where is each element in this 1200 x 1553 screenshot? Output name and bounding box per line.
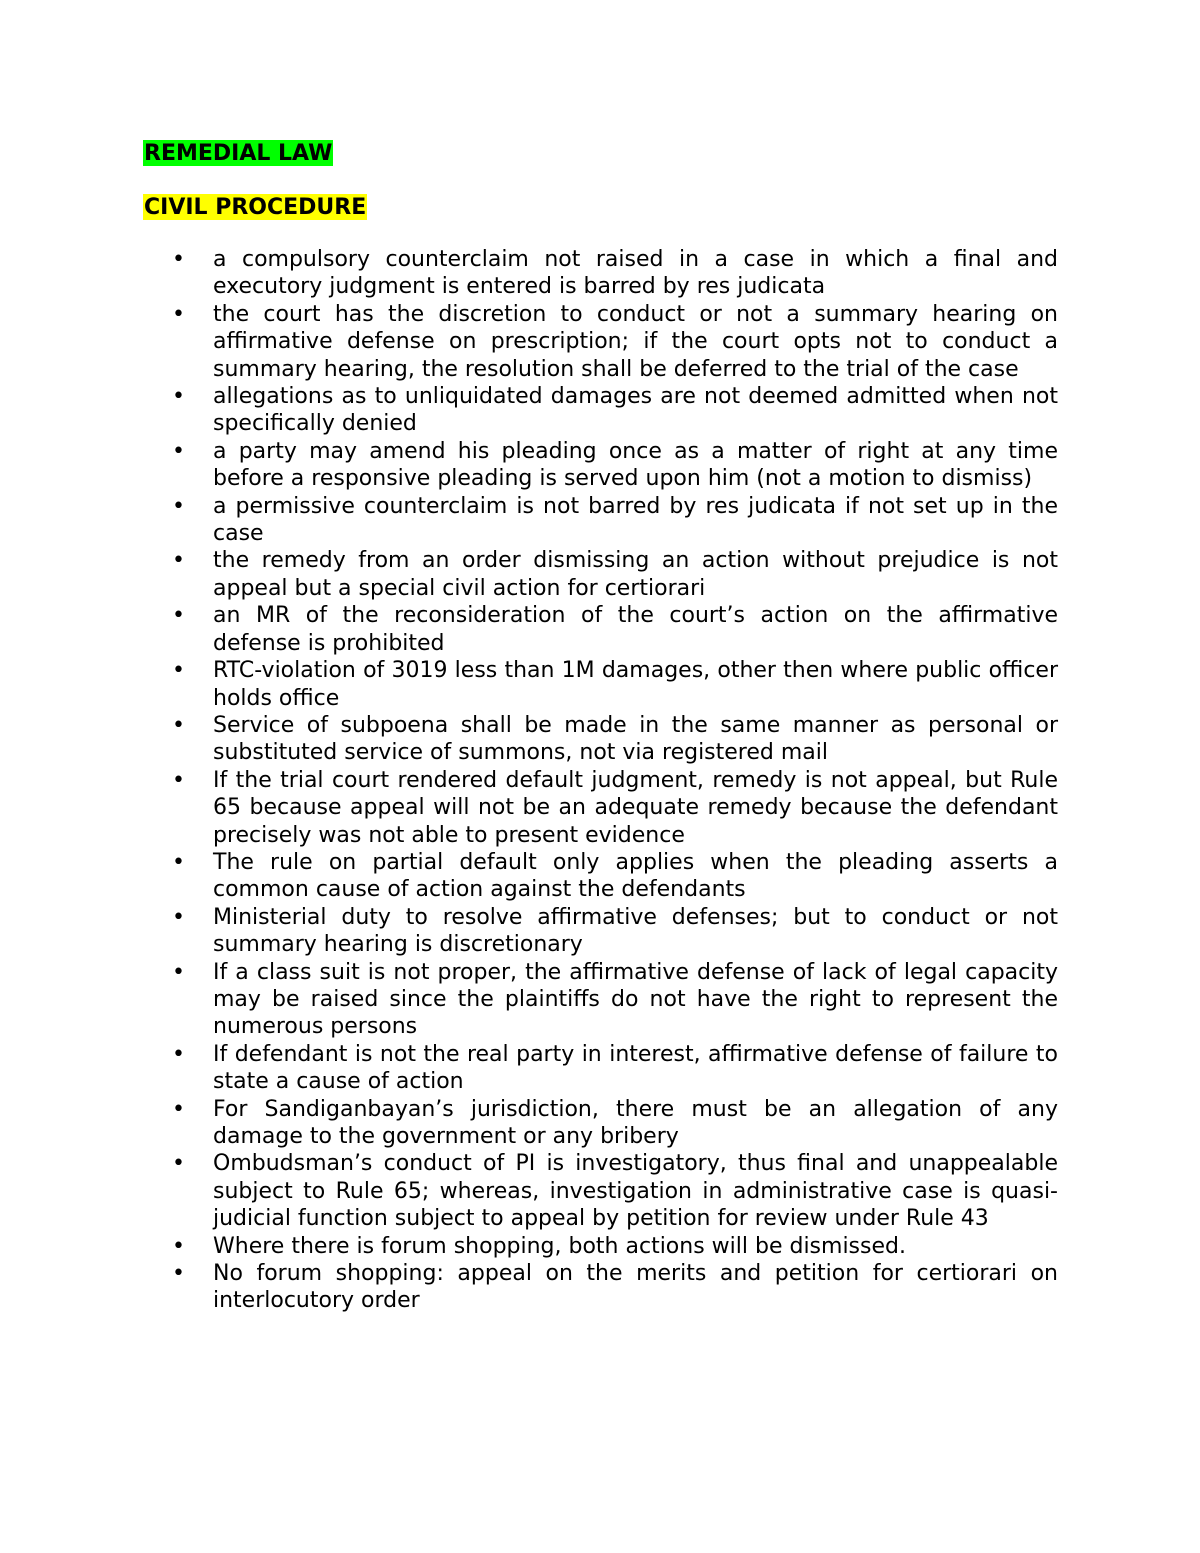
list-item xyxy=(143,383,1058,438)
list-item-text: a party may amend his pleading once as a matter of right at any time before a responsive pleading is served upon him (not a motion to dismiss) xyxy=(213,438,1058,492)
list-item-text: a permissive counterclaim is not barred by res judicata if not set up in the case xyxy=(213,493,1058,547)
section-heading-text: CIVIL PROCEDURE xyxy=(144,195,367,220)
list-item-text: If defendant is not the real party in interest, affirmative defense of failure to state a cause of action xyxy=(213,1041,1058,1095)
list-item-text: an MR of the reconsideration of the court’s action on the affirmative defense is prohibited xyxy=(213,603,1058,656)
list-item-text: No forum shopping: appeal on the merits and petition for certiorari on interlocutory order xyxy=(213,1261,1058,1314)
list-item-text: If the trial court rendered default judgment, remedy is not appeal, but Rule 65 because appeal will not be an adequate remedy because the defendant precisely was not able to present evidence xyxy=(213,767,1058,848)
list-item-text: The rule on partial default only applies when the pleading asserts a common cause of action against the defendants xyxy=(213,849,1058,903)
list-item xyxy=(143,246,1058,301)
list-item xyxy=(143,849,1058,904)
bullet-icon: • xyxy=(172,658,185,684)
bullet-icon: • xyxy=(172,1096,185,1122)
bullet-icon: • xyxy=(172,301,185,327)
list-item-text: Ministerial duty to resolve affirmative defenses; but to conduct or not summary hearing is discretionary xyxy=(213,904,1058,958)
document-title-text: REMEDIAL LAW xyxy=(144,141,333,166)
list-item-text: Ombudsman’s conduct of PI is investigatory, thus final and unappealable subject to Rule 65; whereas, investigation in administrative case is quasi-judicial function subject to appeal by petition for review under Rule 43 xyxy=(213,1151,1058,1232)
bullet-icon: • xyxy=(172,1151,185,1177)
list-item xyxy=(143,493,1058,548)
bullet-icon: • xyxy=(172,712,185,738)
bullet-list xyxy=(143,246,1058,1315)
list-item xyxy=(143,1260,1058,1315)
bullet-icon: • xyxy=(172,1233,185,1259)
list-item-text: a compulsory counterclaim not raised in a case in which a final and executory judgment is entered is barred by res judicata xyxy=(213,247,1058,300)
list-item xyxy=(143,547,1058,602)
bullet-icon: • xyxy=(172,493,185,519)
list-item-text: the remedy from an order dismissing an action without prejudice is not appeal but a special civil action for certiorari xyxy=(213,548,1058,601)
list-item xyxy=(143,712,1058,767)
bullet-icon: • xyxy=(172,438,185,464)
bullet-icon: • xyxy=(172,1041,185,1067)
list-item-text: If a class suit is not proper, the affirmative defense of lack of legal capacity may be raised since the plaintiffs do not have the right to represent the numerous persons xyxy=(213,959,1058,1040)
list-item-text: the court has the discretion to conduct or not a summary hearing on affirmative defense on prescription; if the court opts not to conduct a summary hearing, the resolution shall be deferred to the trial of the case xyxy=(213,301,1058,382)
bullet-icon: • xyxy=(172,959,185,985)
section-heading xyxy=(143,194,1058,222)
bullet-icon: • xyxy=(172,1261,185,1287)
list-item-text: RTC-violation of 3019 less than 1M damages, other then where public officer holds office xyxy=(213,658,1058,711)
bullet-icon: • xyxy=(172,849,185,875)
bullet-icon: • xyxy=(172,548,185,574)
list-item xyxy=(143,904,1058,959)
list-item xyxy=(143,657,1058,712)
list-item xyxy=(143,301,1058,383)
list-item xyxy=(143,438,1058,493)
list-item xyxy=(143,959,1058,1041)
bullet-icon: • xyxy=(172,904,185,930)
list-item xyxy=(143,1233,1058,1260)
list-item xyxy=(143,767,1058,849)
list-item-text: For Sandiganbayan’s jurisdiction, there must be an allegation of any damage to the government or any bribery xyxy=(213,1096,1058,1149)
list-item-text: Where there is forum shopping, both actions will be dismissed. xyxy=(213,1233,906,1259)
list-item xyxy=(143,1041,1058,1096)
bullet-icon: • xyxy=(172,603,185,629)
list-item-text: Service of subpoena shall be made in the same manner as personal or substituted service of summons, not via registered mail xyxy=(213,712,1058,766)
bullet-icon: • xyxy=(172,767,185,793)
list-item xyxy=(143,1096,1058,1151)
list-item-text: allegations as to unliquidated damages are not deemed admitted when not specifically denied xyxy=(213,384,1058,437)
document-title xyxy=(143,140,1058,168)
bullet-icon: • xyxy=(172,384,185,410)
list-item xyxy=(143,602,1058,657)
list-item xyxy=(143,1150,1058,1232)
bullet-icon: • xyxy=(172,247,185,272)
